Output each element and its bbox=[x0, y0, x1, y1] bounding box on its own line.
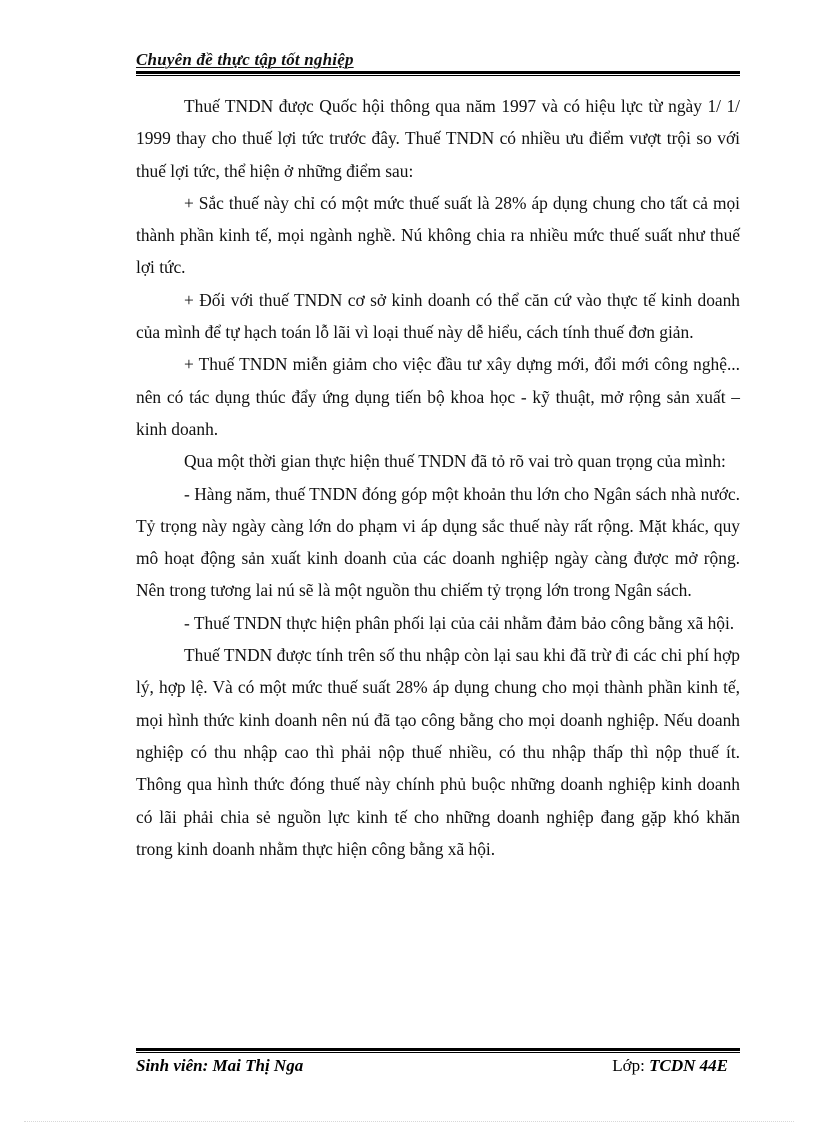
paragraph: Qua một thời gian thực hiện thuế TNDN đã tỏ rõ vai trò quan trọng của mình: bbox=[184, 451, 726, 472]
footer-divider bbox=[136, 1048, 740, 1053]
paragraph: Thuế TNDN được Quốc hội thông qua năm 1997 và có hiệu lực từ ngày 1/ 1/ 1999 thay cho thuế lợi tức trước đây. Thuế TNDN có nhiều ưu điểm vượt trội so với thuế lợi tức, thể hiện ở những điểm sau: bbox=[136, 96, 740, 181]
body-text bbox=[136, 90, 740, 865]
page-footer bbox=[136, 1055, 740, 1077]
footer-class bbox=[612, 1055, 728, 1077]
paragraph: + Sắc thuế này chỉ có một mức thuế suất là 28% áp dụng chung cho tất cả mọi thành phần kinh tế, mọi ngành nghề. Nú không chia ra nhiều mức thuế suất như thuế lợi tức. bbox=[136, 192, 740, 278]
footer-class-label: Lớp: bbox=[612, 1056, 645, 1075]
header-title: Chuyên đề thực tập tốt nghiệp bbox=[136, 50, 354, 69]
paragraph: Thuế TNDN được tính trên số thu nhập còn lại sau khi đã trừ đi các chi phí hợp lý, hợp lệ. Và có một mức thuế suất 28% áp dụng chung cho mọi thành phần kinh tế, mọi hình thức kinh doanh nên nú đã tạo công bằng cho mọi doanh nghiệp. Nếu doanh nghiệp có thu nhập cao thì phải nộp thuế nhiều, có thu nhập thấp thì nộp thuế ít. Thông qua hình thức đóng thuế này chính phủ buộc những doanh nghiệp kinh doanh có lãi phải chia sẻ nguồn lực kinh tế cho những doanh nghiệp đang gặp khó khăn trong kinh doanh nhằm thực hiện công bằng xã hội. bbox=[136, 645, 740, 859]
footer-class-value: TCDN 44E bbox=[649, 1056, 728, 1075]
paragraph: + Thuế TNDN miễn giảm cho việc đầu tư xây dựng mới, đổi mới công nghệ... nên có tác dụng thúc đẩy ứng dụng tiến bộ khoa học - kỹ thuật, mở rộng sản xuất – kinh doanh. bbox=[136, 354, 740, 439]
page-bottom-border bbox=[24, 1121, 794, 1122]
footer-student: Sinh viên: Mai Thị Nga bbox=[136, 1056, 304, 1075]
header-divider bbox=[136, 71, 740, 76]
paragraph: - Hàng năm, thuế TNDN đóng góp một khoản thu lớn cho Ngân sách nhà nước. Tỷ trọng này ngày càng lớn do phạm vi áp dụng sắc thuế này rất rộng. Mặt khác, quy mô hoạt động sản xuất kinh doanh của các doanh nghiệp ngày càng được mở rộng. Nên trong tương lai nú sẽ là một nguồn thu chiếm tỷ trọng lớn trong Ngân sách. bbox=[136, 483, 740, 601]
page-header bbox=[136, 50, 740, 70]
paragraph: - Thuế TNDN thực hiện phân phối lại của cải nhằm đảm bảo công bằng xã hội. bbox=[184, 612, 735, 633]
paragraph: + Đối với thuế TNDN cơ sở kinh doanh có thể căn cứ vào thực tế kinh doanh của mình để tự hạch toán lỗ lãi vì loại thuế này dễ hiểu, cách tính thuế đơn giản. bbox=[136, 289, 740, 343]
